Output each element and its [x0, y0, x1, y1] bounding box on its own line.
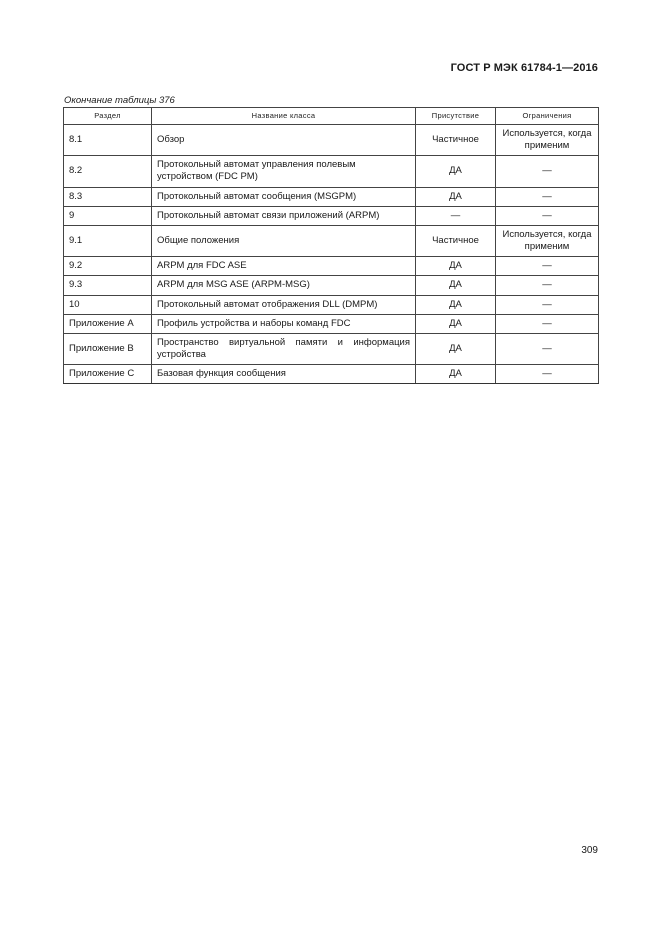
cell-class-name: Профиль устройства и наборы команд FDC	[152, 314, 416, 333]
cell-presence: ДА	[416, 156, 496, 187]
cell-limitations: —	[496, 314, 599, 333]
column-header-limitations: Ограничения	[496, 108, 599, 125]
cell-limitations: —	[496, 156, 599, 187]
table-row	[64, 365, 599, 384]
standard-designation: ГОСТ Р МЭК 61784-1—2016	[450, 62, 598, 74]
table-row	[64, 187, 599, 206]
cell-presence: ДА	[416, 333, 496, 364]
cell-class-name: Протокольный автомат отображения DLL (DMPM)	[152, 295, 416, 314]
cell-limitations: Используется, когда применим	[496, 225, 599, 256]
cell-section: Приложение С	[64, 365, 152, 384]
cell-section: Приложение А	[64, 314, 152, 333]
cell-limitations: —	[496, 206, 599, 225]
table-row	[64, 225, 599, 256]
cell-section: 10	[64, 295, 152, 314]
cell-section: 9.1	[64, 225, 152, 256]
table-caption: Окончание таблицы 376	[64, 95, 175, 106]
cell-presence: ДА	[416, 257, 496, 276]
cell-section: 8.1	[64, 125, 152, 156]
cell-presence: —	[416, 206, 496, 225]
cell-section: 9.2	[64, 257, 152, 276]
table-row	[64, 125, 599, 156]
cell-presence: Частичное	[416, 225, 496, 256]
table-row	[64, 276, 599, 295]
cell-section: 9.3	[64, 276, 152, 295]
cell-presence: ДА	[416, 314, 496, 333]
cell-section: 9	[64, 206, 152, 225]
cell-class-name: Пространство виртуальной памяти и информация устройства	[152, 333, 416, 364]
table-row	[64, 295, 599, 314]
table-row	[64, 257, 599, 276]
cell-presence: ДА	[416, 365, 496, 384]
cell-limitations: —	[496, 276, 599, 295]
cell-class-name: Обзор	[152, 125, 416, 156]
cell-section: 8.3	[64, 187, 152, 206]
table-row	[64, 333, 599, 364]
cell-class-name: Протокольный автомат сообщения (MSGPM)	[152, 187, 416, 206]
class-table	[63, 107, 599, 384]
page-number: 309	[581, 845, 598, 856]
table-header-row	[64, 108, 599, 125]
table-row	[64, 156, 599, 187]
cell-class-name: ARPM для FDC ASE	[152, 257, 416, 276]
cell-limitations: Используется, когда применим	[496, 125, 599, 156]
cell-section: Приложение В	[64, 333, 152, 364]
cell-class-name: Протокольный автомат управления полевым устройством (FDC PM)	[152, 156, 416, 187]
table-row	[64, 314, 599, 333]
cell-class-name: ARPM для MSG ASE (ARPM-MSG)	[152, 276, 416, 295]
cell-section: 8.2	[64, 156, 152, 187]
column-header-presence: Присутствие	[416, 108, 496, 125]
cell-limitations: —	[496, 333, 599, 364]
cell-class-name: Общие положения	[152, 225, 416, 256]
cell-limitations: —	[496, 365, 599, 384]
cell-class-name: Базовая функция сообщения	[152, 365, 416, 384]
column-header-section: Раздел	[64, 108, 152, 125]
cell-limitations: —	[496, 295, 599, 314]
column-header-class-name: Название класса	[152, 108, 416, 125]
cell-limitations: —	[496, 257, 599, 276]
cell-class-name: Протокольный автомат связи приложений (ARPM)	[152, 206, 416, 225]
table-row	[64, 206, 599, 225]
cell-limitations: —	[496, 187, 599, 206]
cell-presence: ДА	[416, 187, 496, 206]
cell-presence: ДА	[416, 276, 496, 295]
cell-presence: ДА	[416, 295, 496, 314]
cell-presence: Частичное	[416, 125, 496, 156]
